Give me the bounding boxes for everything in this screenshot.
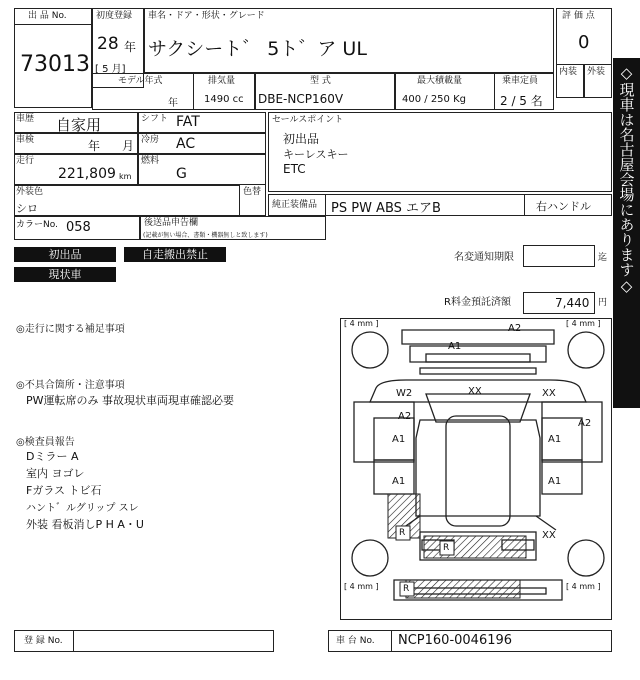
mileage-value: 221,809 [58,166,116,182]
front-bumper-outline [402,330,554,344]
front-grille [426,354,530,362]
mark-hood: A1 [448,341,462,352]
mark-right-front-door: A1 [548,434,562,445]
grade-label: 評 価 点 [562,11,595,21]
inspector-line-1: Dミラー A [26,450,79,463]
late-reg-note: (記載が無い場合、書類・機器無しと致します) [143,232,268,239]
notice-box [523,245,595,267]
sales-point-1: 初出品 [283,132,320,146]
max-load-label: 最大積載量 [417,76,463,86]
repaint-label: 色替 [243,187,262,197]
wheel-front-left [352,332,388,368]
lot-number: 73013 [20,52,90,77]
reg-no-label: 登 録 No. [24,636,63,646]
shift-value: FAT [176,114,200,130]
wheel-rear-left [352,540,388,576]
deposit-unit: 円 [598,298,608,308]
ext-color-value: シロ [16,202,38,215]
inspector-line-2: 室内 ヨゴレ [26,467,85,480]
sales-point-3: ETC [283,162,306,176]
exterior-label: 外装 [587,67,606,77]
hatched-rear-bumper [406,580,520,598]
notice-unit: 迄 [598,253,608,263]
displacement-label: 排気量 [208,76,236,86]
grade-value: 0 [578,32,590,53]
equipment-label: 純正装備品 [272,200,318,210]
car-diagram [340,318,612,620]
inspector-line-3: Fガラス トビ石 [26,484,102,497]
mark-left-fender: W2 [396,388,413,399]
color-no-label: カラーNo. [16,220,58,230]
type-label: 型 式 [310,76,331,86]
mark-right-front: XX [542,388,556,399]
mark-roof: XX [468,386,482,397]
mark-rear-bumper: R [403,584,410,594]
defect-notes-text: PW運転席のみ 事故現状車両現車確認必要 [26,394,235,407]
mark-left-rear-door: A1 [392,476,406,487]
model-name: サクシート゛ 5ト゛ア UL [148,38,367,60]
inspection-year: 年 [88,139,101,153]
defect-notes-title: ◎不具合箇所・注意事項 [16,380,125,391]
inspection-label: 車検 [16,135,35,145]
tag-as-is: 現状車 [14,267,116,282]
sales-point-2: キーレスキー [283,148,349,161]
displacement-value: 1490 cc [204,94,244,105]
ext-color-label: 外装色 [16,187,44,197]
mark-tailgate: R [443,543,450,553]
mark-left-front-door: A1 [392,434,406,445]
history-value: 自家用 [56,116,102,134]
capacity-value: 2 / 5 名 [500,94,543,108]
location-sidebar-text: ◇現車は名古屋会場にあります◇ [617,64,636,295]
notice-label: 名変通知期限 [454,252,514,263]
type-value: DBE-NCP160V [258,92,344,106]
first-reg-month: [ 5 月] [95,64,126,75]
inspector-title: ◎検査員報告 [16,437,75,448]
max-load-value: 400 / 250 Kg [402,94,466,105]
roof-panel [446,416,510,526]
ext-color-cell [14,185,240,216]
drive-notes-title: ◎走行に関する補足事項 [16,324,125,335]
first-reg-year-unit: 年 [124,40,137,54]
equipment-value: PS PW ABS エアB [331,201,441,216]
location-sidebar [613,58,640,408]
inspection-month: 月 [122,139,135,153]
right-front-panel [542,402,602,462]
mark-right-pillar: A2 [578,418,592,429]
history-label: 車歴 [16,114,35,124]
tire-front-left: [ 4 mm ] [344,319,379,328]
chassis-value: NCP160-0046196 [398,633,513,648]
mark-right-rear-fender: XX [542,530,556,541]
shift-label: シフト [141,114,169,124]
mark-left-pillar: A2 [398,411,412,422]
deposit-label: R料金預託済額 [444,297,511,308]
mileage-unit: km [119,172,132,181]
capacity-label: 乗車定員 [502,76,539,86]
roof-outline [416,420,540,516]
mark-left-rear-panel: R [399,528,406,538]
late-reg-label: 後送品申告欄 [144,218,199,228]
tire-rear-right: [ 4 mm ] [566,582,601,591]
first-reg-label: 初度登録 [96,11,133,21]
mark-right-rear-door: A1 [548,476,562,487]
fuel-value: G [176,166,187,182]
color-no-value: 058 [66,220,91,235]
deposit-value: 7,440 [555,296,590,310]
first-reg-year: 28 [97,34,119,54]
lot-label: 出 品 No. [28,11,67,21]
mileage-label: 走行 [16,156,35,166]
mark-front-bumper: A2 [508,323,522,334]
model-label: 車名・ドア・形状・グレード [148,11,265,21]
inspector-line-4: ハント゛ルグリップ スレ [26,503,139,514]
hatched-tailgate [424,536,526,558]
steering-value: 右ハンドル [536,200,591,213]
wheel-rear-right [568,540,604,576]
ac-value: AC [176,136,196,152]
model-year-label: モデル年式 [118,76,163,86]
chassis-label: 車 台 No. [336,636,375,646]
windshield [426,394,530,422]
interior-label: 内装 [559,67,578,77]
sales-points-label: セールスポイント [272,115,344,125]
tire-front-right: [ 4 mm ] [566,319,601,328]
wheel-front-right [568,332,604,368]
inspector-line-5: 外装 看板消しP H A・U [26,518,144,531]
tag-first-listing: 初出品 [14,247,116,262]
tire-rear-left: [ 4 mm ] [344,582,379,591]
ac-label: 冷房 [141,135,160,145]
model-year-unit: 年 [168,98,178,109]
tag-no-self-drive: 自走搬出禁止 [124,247,226,262]
fuel-label: 燃料 [141,156,160,166]
